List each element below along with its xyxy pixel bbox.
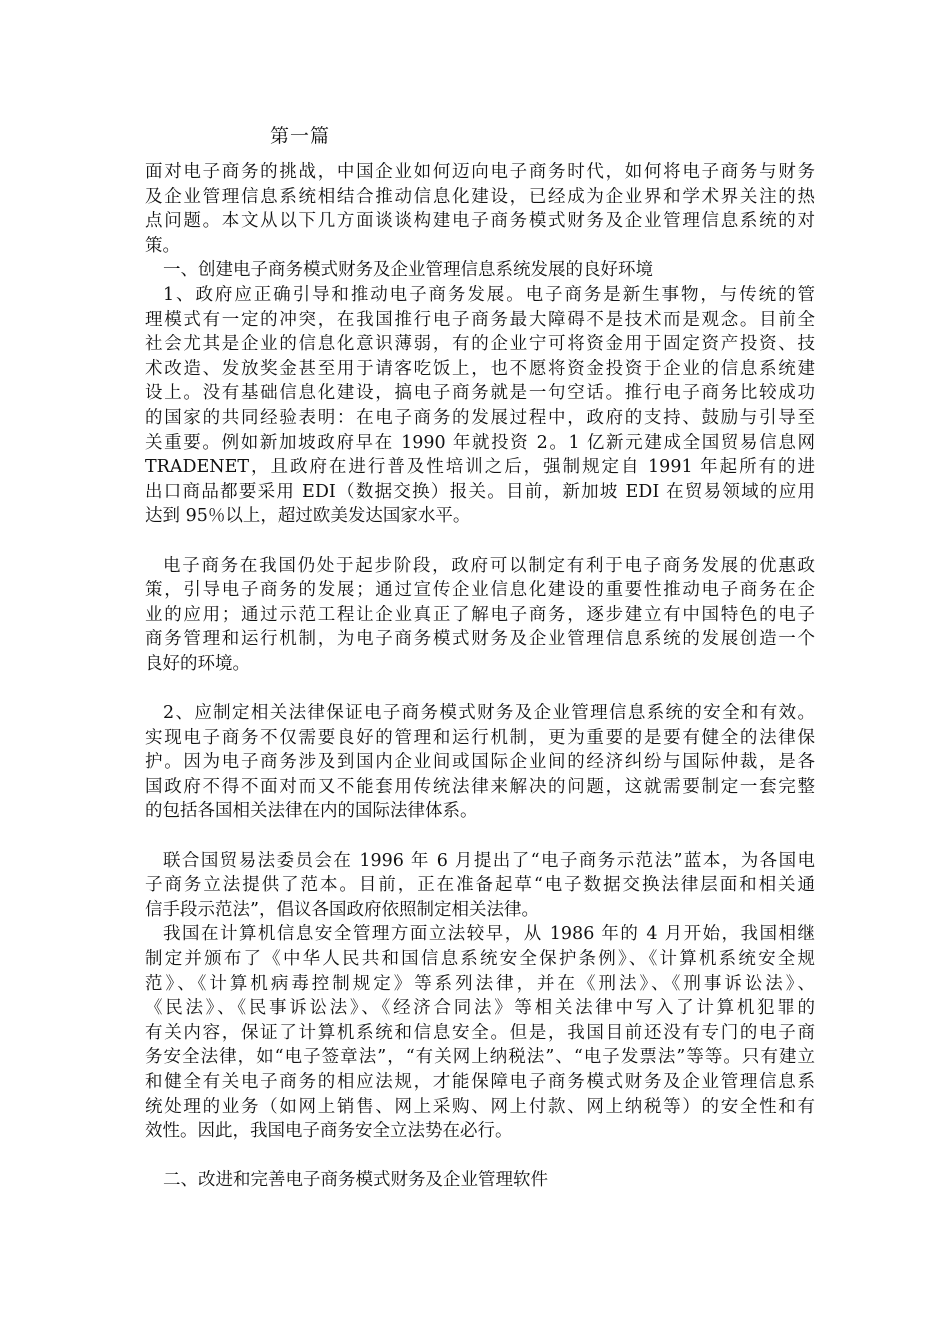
text-line: 有关内容，保证了计算机系统和信息安全。但是，我国目前还没有专门的电子商 (145, 1022, 815, 1043)
text-line: 策。 (145, 235, 180, 256)
text-line: 制定并颁布了《中华人民共和国信息系统安全保护条例》、《计算机系统安全规 (145, 949, 815, 969)
text-line: 面对电子商务的挑战，中国企业如何迈向电子商务时代，如何将电子商务与财务 (145, 162, 815, 182)
text-line: 我国在计算机信息安全管理方面立法较早，从 1986 年的 4 月开始，我国相继 (163, 924, 815, 945)
text-line: 业的应用；通过示范工程让企业真正了解电子商务，逐步建立有中国特色的电子 (145, 604, 815, 625)
text-line: 2、应制定相关法律保证电子商务模式财务及企业管理信息系统的安全和有效。 (163, 703, 815, 724)
text-line: 及企业管理信息系统相结合推动信息化建设，已经成为企业界和学术界关注的热 (145, 186, 815, 207)
text-line: 国政府不得不面对而又不能套用传统法律来解决的问题，这就需要制定一套完整 (145, 776, 815, 797)
paragraph-gap (145, 824, 815, 849)
text-line: 点问题。本文从以下几方面谈谈构建电子商务模式财务及企业管理信息系统的对 (145, 211, 815, 232)
paragraph-uncitral (145, 849, 815, 923)
paragraph-legal-framework (145, 701, 815, 824)
text-line: 达到 95％以上，超过欧美发达国家水平。 (145, 506, 471, 527)
text-line: 策，引导电子商务的发展；通过宣传企业信息化建设的重要性推动电子商务在企 (145, 580, 815, 601)
text-line: 效性。因此，我国电子商务安全立法势在必行。 (145, 1121, 513, 1142)
text-line: 护。因为电子商务涉及到国内企业间或国际企业间的经济纠纷与国际仲裁，是各 (145, 752, 815, 773)
text-line: 商务管理和运行机制，为电子商务模式财务及企业管理信息系统的发展创造一个 (145, 629, 815, 650)
page-title: 第一篇 (270, 125, 331, 147)
text-line: 设上。没有基础信息化建设，搞电子商务就是一句空话。推行电子商务比较成功 (145, 383, 815, 404)
document-body (145, 160, 815, 1193)
text-line: 的国家的共同经验表明：在电子商务的发展过程中，政府的支持、鼓励与引导至 (145, 407, 815, 428)
text-line: 电子商务在我国仍处于起步阶段，政府可以制定有利于电子商务发展的优惠政 (163, 555, 815, 576)
text-line: 范》、《计算机病毒控制规定》等系列法律，并在《刑法》、《刑事诉讼法》、 (145, 973, 815, 994)
text-line: 的包括各国相关法律在内的国际法律体系。 (145, 801, 478, 822)
paragraph-gap (145, 1144, 815, 1169)
text-line: 统处理的业务（如网上销售、网上采购、网上付款、网上纳税等）的安全性和有 (145, 1096, 815, 1117)
paragraph-intro (145, 160, 815, 258)
text-line: 良好的环境。 (145, 653, 250, 674)
text-line: 一、创建电子商务模式财务及企业管理信息系统发展的良好环境 (163, 260, 653, 281)
text-line: 二、改进和完善电子商务模式财务及企业管理软件 (163, 1170, 548, 1191)
paragraph-china-legislation (145, 922, 815, 1143)
paragraph-government-guidance (145, 283, 815, 529)
text-line: TRADENET，且政府在进行普及性培训之后，强制规定自 1991 年起所有的进 (145, 457, 815, 478)
text-line: 关重要。例如新加坡政府早在 1990 年就投资 2。1 亿新元建成全国贸易信息网 (145, 432, 815, 453)
paragraph-gap (145, 529, 815, 554)
text-line: 出口商品都要采用 EDI（数据交换）报关。目前，新加坡 EDI 在贸易领域的应用 (145, 481, 815, 502)
text-line: 术改造、发放奖金甚至用于请客吃饭上，也不愿将资金投资于企业的信息系统建 (145, 358, 815, 379)
text-line: 联合国贸易法委员会在 1996 年 6 月提出了“电子商务示范法”蓝本，为各国电 (163, 850, 815, 871)
section-heading-one (145, 258, 815, 283)
text-line: 实现电子商务不仅需要良好的管理和运行机制，更为重要的是要有健全的法律保 (145, 727, 815, 748)
paragraph-early-stage (145, 554, 815, 677)
text-line: 信手段示范法”，倡议各国政府依照制定相关法律。 (145, 899, 539, 920)
text-line: 1、政府应正确引导和推动电子商务发展。电子商务是新生事物，与传统的管 (163, 284, 815, 305)
paragraph-gap (145, 676, 815, 701)
text-line: 务安全法律，如“电子签章法”，“有关网上纳税法”、“电子发票法”等等。只有建立 (145, 1047, 815, 1068)
text-line: 理模式有一定的冲突，在我国推行电子商务最大障碍不是技术而是观念。目前全 (145, 309, 815, 330)
text-line: 社会尤其是企业的信息化意识薄弱，有的企业宁可将资金用于固定资产投资、技 (145, 334, 815, 355)
text-line: 子商务立法提供了范本。目前，正在准备起草“电子数据交换法律层面和相关通 (145, 875, 815, 896)
section-heading-two (145, 1168, 815, 1193)
text-line: 《民法》、《民事诉讼法》、《经济合同法》等相关法律中写入了计算机犯罪的 (145, 998, 815, 1019)
text-line: 和健全有关电子商务的相应法规，才能保障电子商务模式财务及企业管理信息系 (145, 1071, 815, 1092)
